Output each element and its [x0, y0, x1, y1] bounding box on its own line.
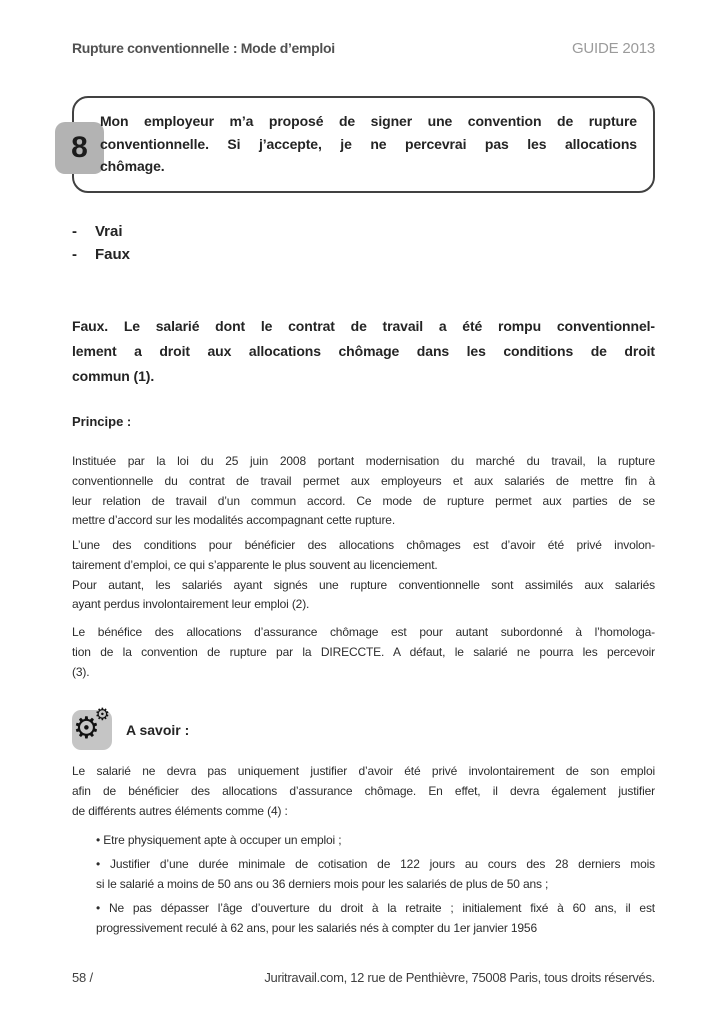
principe-heading: Principe : [72, 414, 132, 429]
footer-address: Juritravail.com, 12 rue de Penthièvre, 75008 Paris, tous droits réservés. [264, 970, 655, 985]
a-savoir-label: A savoir : [126, 722, 190, 738]
text-line: tairement d’emploi, ce qui s’apparente le plus souvent au licenciement. [72, 557, 438, 572]
option-vrai [72, 220, 130, 243]
gears-icon [72, 705, 112, 750]
question-text [100, 110, 637, 178]
text-line: ayant perdus involontairement leur emploi (2). [72, 597, 310, 612]
text-line: de différents autres éléments comme (4) : [72, 803, 288, 818]
text-line: progressivement reculé à 62 ans, pour les salariés nés à compter du 1er janvier 1956 [96, 921, 537, 935]
guide-label: GUIDE 2013 [571, 40, 655, 57]
option-label: Faux [95, 246, 131, 263]
text-line: • Etre physiquement apte à occuper un emploi ; [96, 833, 342, 847]
text-line: chômage. [100, 158, 165, 174]
question-box [72, 96, 655, 193]
gear-large-icon: ⚙ [73, 711, 100, 746]
text-line: Mon employeur m’a proposé de signer une convention de rupture [100, 113, 637, 129]
text-line: tion de la convention de rupture par la DIRECCTE. A défaut, le salarié ne pourra les percevoir [72, 644, 655, 659]
question-number-badge: 8 [55, 122, 104, 174]
paragraph-principe-3 [72, 623, 655, 682]
option-label: Vrai [95, 223, 123, 240]
text-line: • Justifier d’une durée minimale de cotisation de 122 jours au cours des 28 derniers mois [96, 857, 655, 871]
page-number: 58 / [72, 970, 93, 985]
a-savoir-header [72, 705, 190, 750]
text-line: • Ne pas dépasser l’âge d’ouverture du droit à la retraite ; initialement fixé à 60 ans, il est [96, 901, 655, 915]
answer-text [72, 314, 655, 389]
text-line: mettre d’accord sur les modalités accompagnant cette rupture. [72, 513, 396, 528]
text-line: afin de bénéficier des allocations d’assurance chômage. En effet, il devra également justifier [72, 783, 655, 798]
text-line: Le bénéfice des allocations d’assurance chômage est pour autant subordonné à l’homologa- [72, 625, 655, 639]
text-line: L’une des conditions pour bénéficier des allocations chômages est d’avoir été privé involon- [72, 538, 655, 552]
bullet-item [96, 854, 655, 894]
text-line: lement a droit aux allocations chômage dans les conditions de droit [72, 343, 655, 359]
gear-small-icon: ⚙ [94, 705, 110, 725]
bullet-item [96, 898, 655, 938]
text-line: Pour autant, les salariés ayant signés une rupture conventionnelle sont assimilés aux salariés [72, 577, 655, 592]
document-title: Rupture conventionnelle : Mode d’emploi [72, 40, 335, 56]
text-line: conventionnelle. Si j’accepte, je ne percevrai pas les allocations [100, 135, 637, 152]
text-line: leur relation de travail d’un commun accord. Ce mode de rupture permet aux parties de se [72, 493, 655, 508]
text-line: Instituée par la loi du 25 juin 2008 portant modernisation du marché du travail, la rupture [72, 454, 655, 468]
paragraph-a-savoir [72, 762, 655, 821]
text-line: (3). [72, 664, 90, 679]
option-dash: - [72, 223, 77, 240]
text-line: Faux. Le salarié dont le contrat de travail a été rompu conventionnel- [72, 318, 655, 334]
text-line: conventionnelle du contrat de travail permet aux employeurs et aux salariés de mettre fin à [72, 473, 655, 488]
answer-options [72, 220, 130, 266]
text-line: si le salarié a moins de 50 ans ou 36 derniers mois pour les salariés de plus de 50 ans ; [96, 877, 549, 891]
bullet-item [96, 830, 655, 850]
text-line: Le salarié ne devra pas uniquement justifier d’avoir été privé involontairement de son emploi [72, 764, 655, 778]
paragraph-principe-1 [72, 452, 655, 531]
paragraph-principe-2 [72, 536, 655, 615]
option-dash: - [72, 246, 77, 263]
text-line: commun (1). [72, 368, 155, 384]
bullet-list [96, 830, 655, 942]
option-faux [72, 243, 130, 266]
